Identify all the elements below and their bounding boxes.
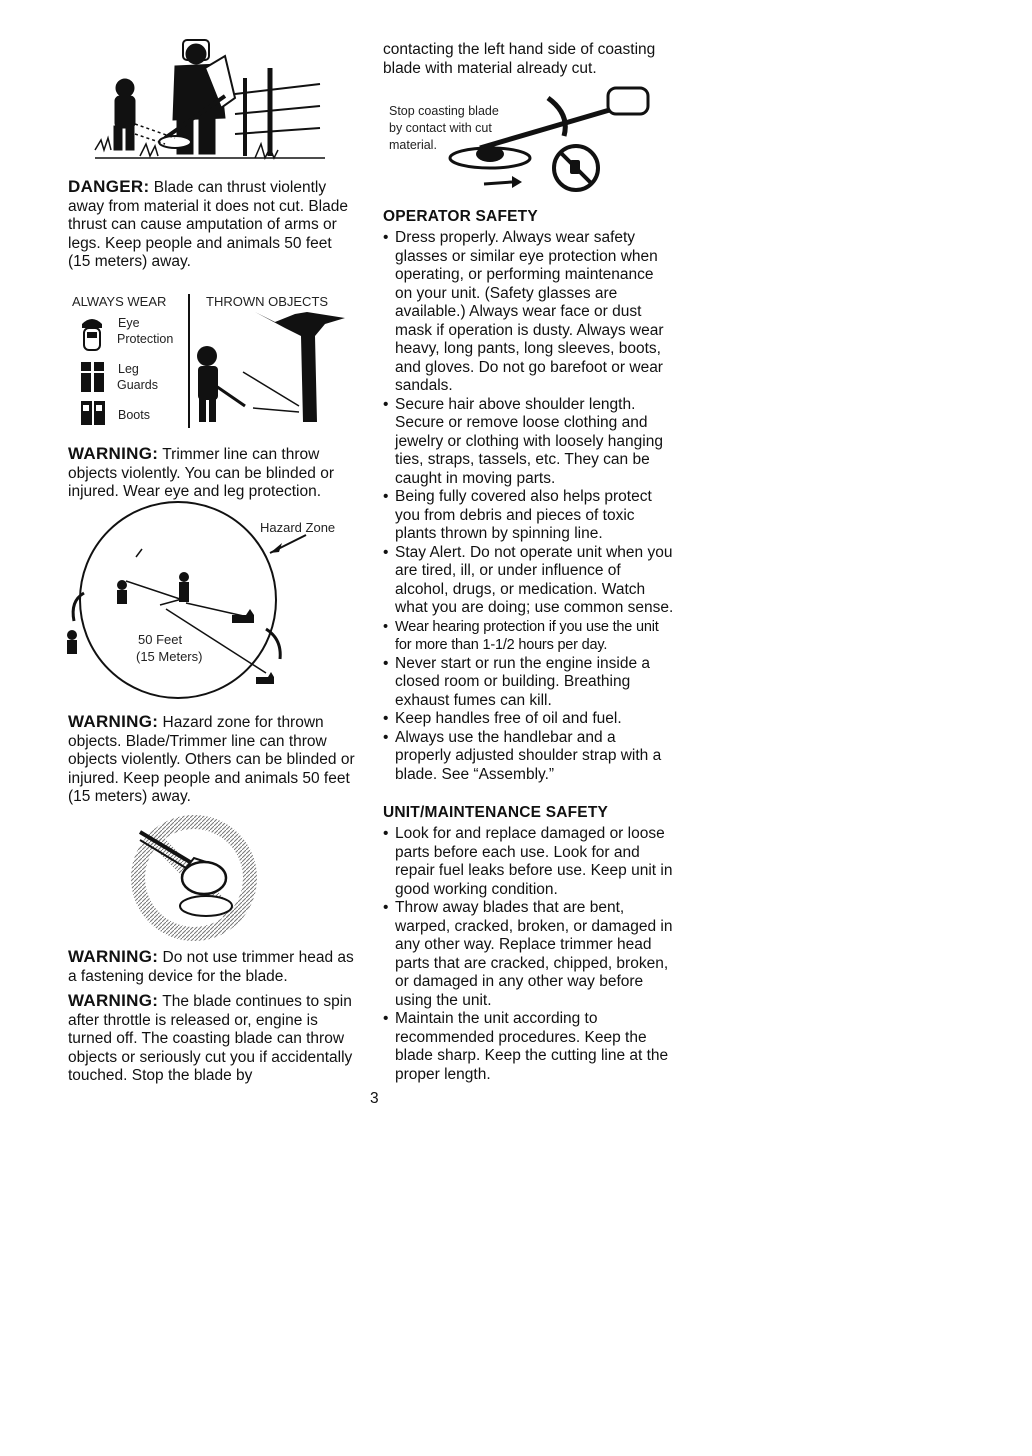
protection-label: Protection: [117, 332, 174, 346]
stop-coasting-blade-illustration: [440, 86, 660, 198]
stop-caption-line-3: material.: [389, 138, 437, 152]
warning-blade-text: The blade continues to spin after throttle is released or, engine is turned off. The coasting blade can throw objects or seriously cut you if accidentally touched. Stop the blade by: [68, 993, 353, 1084]
continuation-paragraph: contacting the left hand side of coasting blade with material already cut.: [383, 41, 656, 77]
list-item: • Being fully covered also helps protect you from debris and pieces of toxic plants thrown by spinning line.: [383, 488, 675, 544]
list-item: • Stay Alert. Do not operate unit when you are tired, ill, or under influence of alcohol, drugs, or medication. Watch what you are doing; use common sense.: [383, 544, 675, 618]
warning-zone-text: Hazard zone for thrown objects. Blade/Trimmer line can throw objects violently. Others can be blinded or injured. Keep people and animals 50 feet (15 meters) away.: [68, 714, 355, 805]
boots-icon: [80, 400, 106, 426]
unit-maintenance-safety-list: [383, 825, 675, 1084]
thrown-objects-label: THROWN OBJECTS: [206, 294, 329, 309]
list-item: • Look for and replace damaged or loose parts before each use. Look for and repair fuel leaks before use. Keep unit in good working condition.: [383, 825, 675, 899]
warning-head-label: WARNING:: [68, 947, 159, 966]
warning-eye-paragraph: [68, 445, 358, 502]
warning-blade-paragraph: [68, 992, 358, 1086]
no-trimmer-head-fastening-illustration: [130, 818, 260, 940]
list-item: • Secure hair above shoulder length. Secure or remove loose clothing and jewelry or clothing with loosely hanging ties, straps, tassels, etc. They can be caught in moving parts.: [383, 396, 675, 489]
danger-text: Blade can thrust violently away from material it does not cut. Blade thrust can cause amputation of arms or legs. Keep people and animals 50 feet (15 meters) away.: [68, 179, 348, 270]
leg-guards-icon: [80, 360, 106, 394]
distance-feet-label: 50 Feet: [138, 632, 183, 647]
always-wear-label: ALWAYS WEAR: [72, 294, 167, 309]
operator-safety-list: [383, 229, 675, 784]
list-item: • Wear hearing protection if you use the unit for more than 1-1/2 hours per day.: [383, 618, 675, 655]
eye-label: Eye: [118, 316, 140, 330]
list-item: • Maintain the unit according to recommended procedures. Keep the blade sharp. Keep the cutting line at the proper length.: [383, 1010, 675, 1084]
warning-eye-text: Trimmer line can throw objects violently. You can be blinded or injured. Wear eye and leg protection.: [68, 446, 334, 500]
warning-zone-paragraph: [68, 713, 358, 807]
stop-caption-line-2: by contact with cut: [389, 121, 492, 135]
warning-blade-label: WARNING:: [68, 991, 159, 1010]
guards-label: Guards: [117, 378, 158, 392]
page-number: 3: [370, 1090, 379, 1107]
boots-label: Boots: [118, 408, 150, 422]
eye-protection-icon: [78, 314, 106, 354]
stop-caption-line-1: Stop coasting blade: [389, 104, 499, 118]
list-item: • Dress properly. Always wear safety glasses or similar eye protection when operating, or performing maintenance on your unit. (Safety glasses are available.) Always wear face or dust mask if operation is dusty. Always wear heavy, long pants, long sleeves, boots, and gloves. Do not go barefoot or wear sandals.: [383, 229, 675, 396]
warning-head-paragraph: [68, 948, 358, 986]
warning-zone-label: WARNING:: [68, 712, 159, 731]
warning-eye-label: WARNING:: [68, 444, 159, 463]
operator-safety-heading: OPERATOR SAFETY: [383, 208, 538, 225]
thrown-objects-illustration: [195, 312, 345, 430]
hazard-zone-label: Hazard Zone: [260, 520, 336, 535]
unit-maintenance-safety-heading: UNIT/MAINTENANCE SAFETY: [383, 804, 609, 821]
list-item: • Always use the handlebar and a properly adjusted shoulder strap with a blade. See “Assembly.”: [383, 729, 675, 785]
danger-label: DANGER:: [68, 177, 150, 196]
danger-paragraph: [68, 178, 358, 272]
blade-thrust-illustration: [95, 38, 330, 166]
warning-head-text: Do not use trimmer head as a fastening device for the blade.: [68, 949, 354, 985]
list-item: • Throw away blades that are bent, warped, cracked, broken, or damaged in any other way. Replace trimmer head parts that are cracked, chipped, broken, or damaged in any other way before using the unit.: [383, 899, 675, 1010]
gear-divider: [188, 294, 190, 428]
distance-meters-label: (15 Meters): [136, 649, 203, 664]
list-item: • Never start or run the engine inside a closed room or building. Breathing exhaust fumes can kill.: [383, 655, 675, 711]
leg-label: Leg: [118, 362, 139, 376]
list-item: • Keep handles free of oil and fuel.: [383, 710, 675, 729]
